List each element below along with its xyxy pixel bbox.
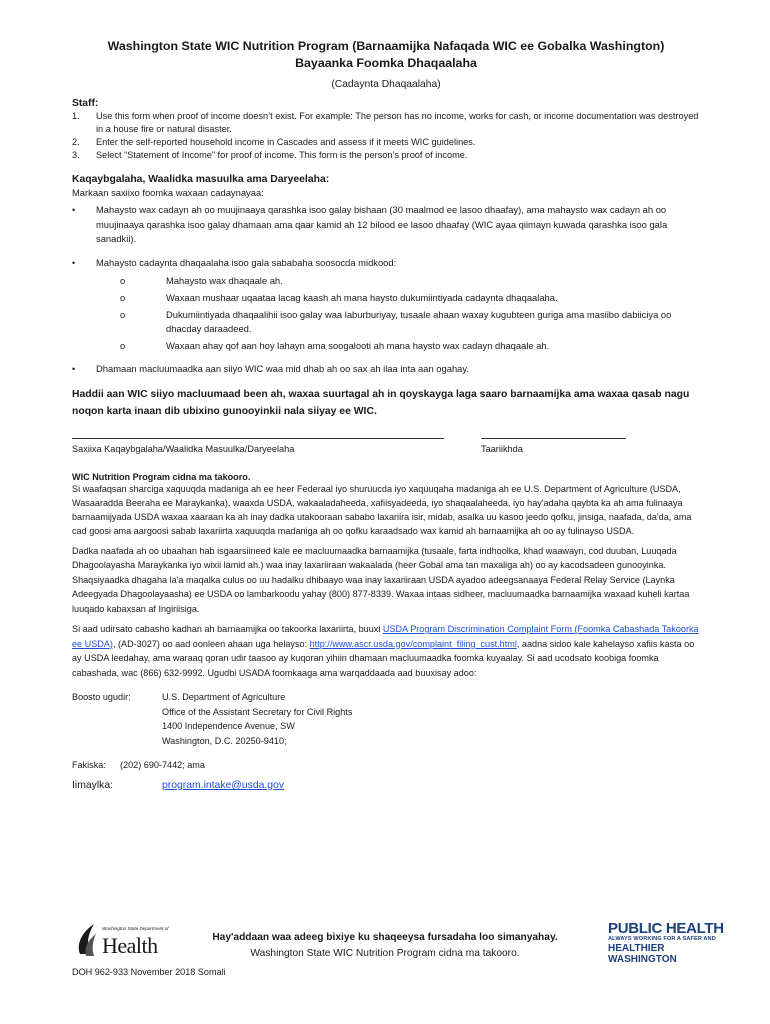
logo-small-text: Washington State Department of bbox=[102, 926, 169, 931]
footer-statement bbox=[190, 930, 580, 962]
bullet-icon: • bbox=[72, 364, 76, 374]
attestation-item bbox=[72, 362, 700, 377]
document-number: DOH 962-933 November 2018 Somali bbox=[72, 967, 226, 977]
signature-line[interactable] bbox=[72, 438, 444, 439]
date-label: Taariikhda bbox=[481, 443, 523, 454]
circle-bullet-icon: o bbox=[120, 292, 126, 303]
item-text: Use this form when proof of income doesn’t exist. For example: The person has no income, works for cash, or income documentation was destroyed in a house fire or natural disaster. bbox=[96, 111, 699, 134]
item-number: 2. bbox=[72, 137, 80, 147]
staff-label: Staff: bbox=[72, 98, 99, 109]
para-text: , (AD-3027) oo aad oonleen ahaan uga helayso: bbox=[112, 638, 310, 649]
complaint-form-link[interactable]: USDA Program Discrimination Complaint Form (Foomka Cabashada Takoorka ee USDA) bbox=[72, 624, 699, 649]
attestation-text: Mahaysto cadaynta dhaqaalaha isoo gala sababaha soosocda midkood: bbox=[96, 256, 397, 268]
item-text: Enter the self-reported household income in Cascades and assess if it meets WIC guidelines. bbox=[96, 137, 476, 147]
date-line[interactable] bbox=[481, 438, 626, 439]
address-line: U.S. Department of Agriculture bbox=[162, 692, 286, 702]
complaint-url-link[interactable]: http://www.ascr.usda.gov/complaint_filing_cust.html bbox=[309, 638, 517, 649]
logo-line-3: HEALTHIER WASHINGTON bbox=[608, 943, 677, 965]
address-line: Office of the Assistant Secretary for Civil Rights bbox=[162, 706, 353, 717]
logo-line-2: ALWAYS WORKING FOR A SAFER AND bbox=[608, 936, 716, 942]
item-number: 1. bbox=[72, 111, 80, 121]
fax-block bbox=[72, 760, 700, 770]
mail-address bbox=[162, 690, 352, 748]
circle-bullet-icon: o bbox=[120, 275, 126, 286]
applicant-intro: Markaan saxiixo foomka waxaan cadaynayaa: bbox=[72, 187, 264, 198]
item-number: 3. bbox=[72, 150, 80, 160]
doh-logo bbox=[72, 918, 184, 962]
mail-address-block bbox=[72, 690, 700, 748]
attestation-item bbox=[72, 203, 700, 247]
reason-item bbox=[120, 274, 700, 288]
reason-item bbox=[120, 291, 700, 305]
reason-item bbox=[120, 308, 700, 336]
bullet-icon: • bbox=[72, 205, 76, 215]
reason-item bbox=[120, 339, 700, 353]
attestation-text: Mahaysto wax cadayn ah oo muujinaaya qarashka isoo galay bishaan (30 maalmod ee lasoo dhaafay), ama mahaysto wax cadayn ah oo muujinaaya qarashka isoo galay dhamaan ama qaar kamid ah 12 bilood ee lasoo dhaafay (WIC ayaa qiimayn kuwada qarashka isoo gala sanadkii). bbox=[96, 204, 668, 244]
signature-label: Saxiixa Kaqaybgalaha/Waalidka Masuulka/Daryeelaha bbox=[72, 443, 295, 454]
staff-item bbox=[72, 110, 700, 136]
circle-bullet-icon: o bbox=[120, 309, 126, 320]
applicant-heading: Kaqaybgalaha, Waalidka masuulka ama Daryeelaha: bbox=[72, 174, 330, 185]
signature-row bbox=[72, 438, 700, 468]
logo-big-text: Health bbox=[102, 933, 158, 958]
warning-statement: Haddii aan WIC siiyo macluumaad been ah, waxaa suurtagal ah in qoyskayga laga saaro barnaamijka ama waxaa qasab nagu noqon karta inaan dib ubixino gunooyinkii nala siiyay ee WIC. bbox=[72, 388, 690, 417]
reason-list bbox=[96, 274, 700, 353]
nondiscrimination-para-2: Dadka naafada ah oo ubaahan hab isgaarsiineed kale ee macluumaadka barnaamijka (tusaale, farta indhoolka, khad waawayn, cod duuban, Luuqada Dhagoolayasha Maraykanka iyo wixii lamid ah.) waa inay laxariiraan wakaalada (heer Gobal ama tan maxaliga ah) oo ay kacodsadeen gunooyinka. Shaqsiyaadka dhagaha la'a maqalka culus oo uu hadalku dhibaayo waa inay laxariiraan USDA ayadoo adeegsanaaya Federal Relay Service (Laynka Adeegyada Dhagoolayaasha) ee USDA oo lambarkoodu yahay (800) 877-8339. Waxaa intaas sidheer, macluumaadka barnaamijka waxaad kuheli kartaa luuqado kabaxsan af Ingiriisiga. bbox=[72, 545, 690, 614]
staff-item bbox=[72, 149, 700, 162]
nondiscrimination-title: WIC Nutrition Program cidna ma takooro. bbox=[72, 471, 251, 482]
reason-text: Mahaysto wax dhaqaale ah. bbox=[166, 275, 283, 286]
item-text: Select “Statement of Income” for proof of income. This form is the person’s proof of income. bbox=[96, 150, 468, 160]
reason-text: Waxaan ahay qof aan hoy lahayn ama soogalooti ah mana haysto wax cadayn dhaqaale ah. bbox=[166, 340, 550, 351]
email-block bbox=[72, 780, 700, 791]
address-line: Washington, D.C. 20250-9410; bbox=[162, 735, 287, 746]
document-page bbox=[72, 38, 700, 791]
fax-value: (202) 690-7442; ama bbox=[120, 760, 205, 770]
attestation-text: Dhamaan macluumaadka aan siiyo WIC waa mid dhab ah oo sax ah ilaa inta aan ogahay. bbox=[96, 363, 469, 374]
page-title bbox=[72, 38, 700, 72]
reason-text: Waxaan mushaar uqaataa lacag kaash ah mana haysto dukumiintiyada cadaynta dhaqaalaha. bbox=[166, 292, 558, 303]
logo-line-1: PUBLIC HEALTH bbox=[608, 920, 724, 937]
title-line-1: Washington State WIC Nutrition Program (Barnaamijka Nafaqada WIC ee Gobalka Washington) bbox=[107, 39, 665, 53]
attestation-list bbox=[72, 203, 700, 377]
footer-line-1: Hay'addaan waa adeeg bixiye ku shaqeeysa fursadaha loo simanyahay. bbox=[212, 932, 558, 943]
staff-instructions bbox=[72, 110, 700, 162]
para-text: , aadna sidoo kale kahelayso xafiis kasta oo ay USDA leedahay, ama waraaq qoran udir taasoo ay kuqoran yihiin dhamaan macluumaadka foomka kuyaalay. Si aad ucodsato koobiga foomka cabashada, wac (866) 632-9992. Ugudbi USADA foomkaaga ama warqaddaada aad buuxisay adoo: bbox=[72, 638, 695, 678]
para-text: Si aad udirsato cabasho kadhan ah barnaamijka oo takoorka laxariirta, buuxi bbox=[72, 624, 383, 634]
staff-item bbox=[72, 136, 700, 149]
circle-bullet-icon: o bbox=[120, 340, 126, 351]
bullet-icon: • bbox=[72, 257, 76, 268]
title-line-2: Bayaanka Foomka Dhaqaalaha bbox=[295, 56, 477, 70]
mail-label: Boosto ugudir: bbox=[72, 692, 131, 702]
page-subtitle: (Cadaynta Dhaqaalaha) bbox=[331, 79, 441, 90]
email-label: Iimaylka: bbox=[72, 780, 113, 791]
address-line: 1400 Independence Avenue, SW bbox=[162, 721, 295, 731]
reason-text: Dukumiintiyada dhaqaalihii isoo galay waa laburburiyay, tusaale ahaan waxay kugubteen guriga ama masiibo dabiiciya oo dhacday daraadeed. bbox=[166, 309, 672, 334]
email-link[interactable]: program.intake@usda.gov bbox=[162, 780, 285, 791]
nondiscrimination-para-1: Si waafaqsan sharciga xaquuqda madaniga ah ee heer Federaal iyo shuruucda iyo xaquuqaha madaniga ah ee U.S. Department of Agriculture (USDA, Wasaaradda Beeraha ee Maraykanka), waaxda USDA, wakaaladaheeda, xafiisyadeeda, iyo shaqaalaheeda, iyo hay'adaha qaybta ka ah ama fulinaaya barnaamijyada USDA waxaa xaaraan ka ah inay dadka utakooraan sababo laxariira isir, midab, asalka uu kasoo jeedo qofku, jinsiga, naafada, da'da, ama cad goosi ama aargoosi sabab laxariirta xaquuqda madaniga ah oo qofku karaadsado wax kamid ah barnaamijka ah oo ay fulinayso USDA. bbox=[72, 483, 692, 536]
nondiscrimination-para-3 bbox=[72, 622, 700, 680]
public-health-logo bbox=[608, 922, 726, 965]
footer-line-2: Washington State WIC Nutrition Program cidna ma takooro. bbox=[250, 948, 520, 959]
fax-label: Fakiska: bbox=[72, 760, 106, 770]
attestation-item bbox=[72, 256, 700, 354]
